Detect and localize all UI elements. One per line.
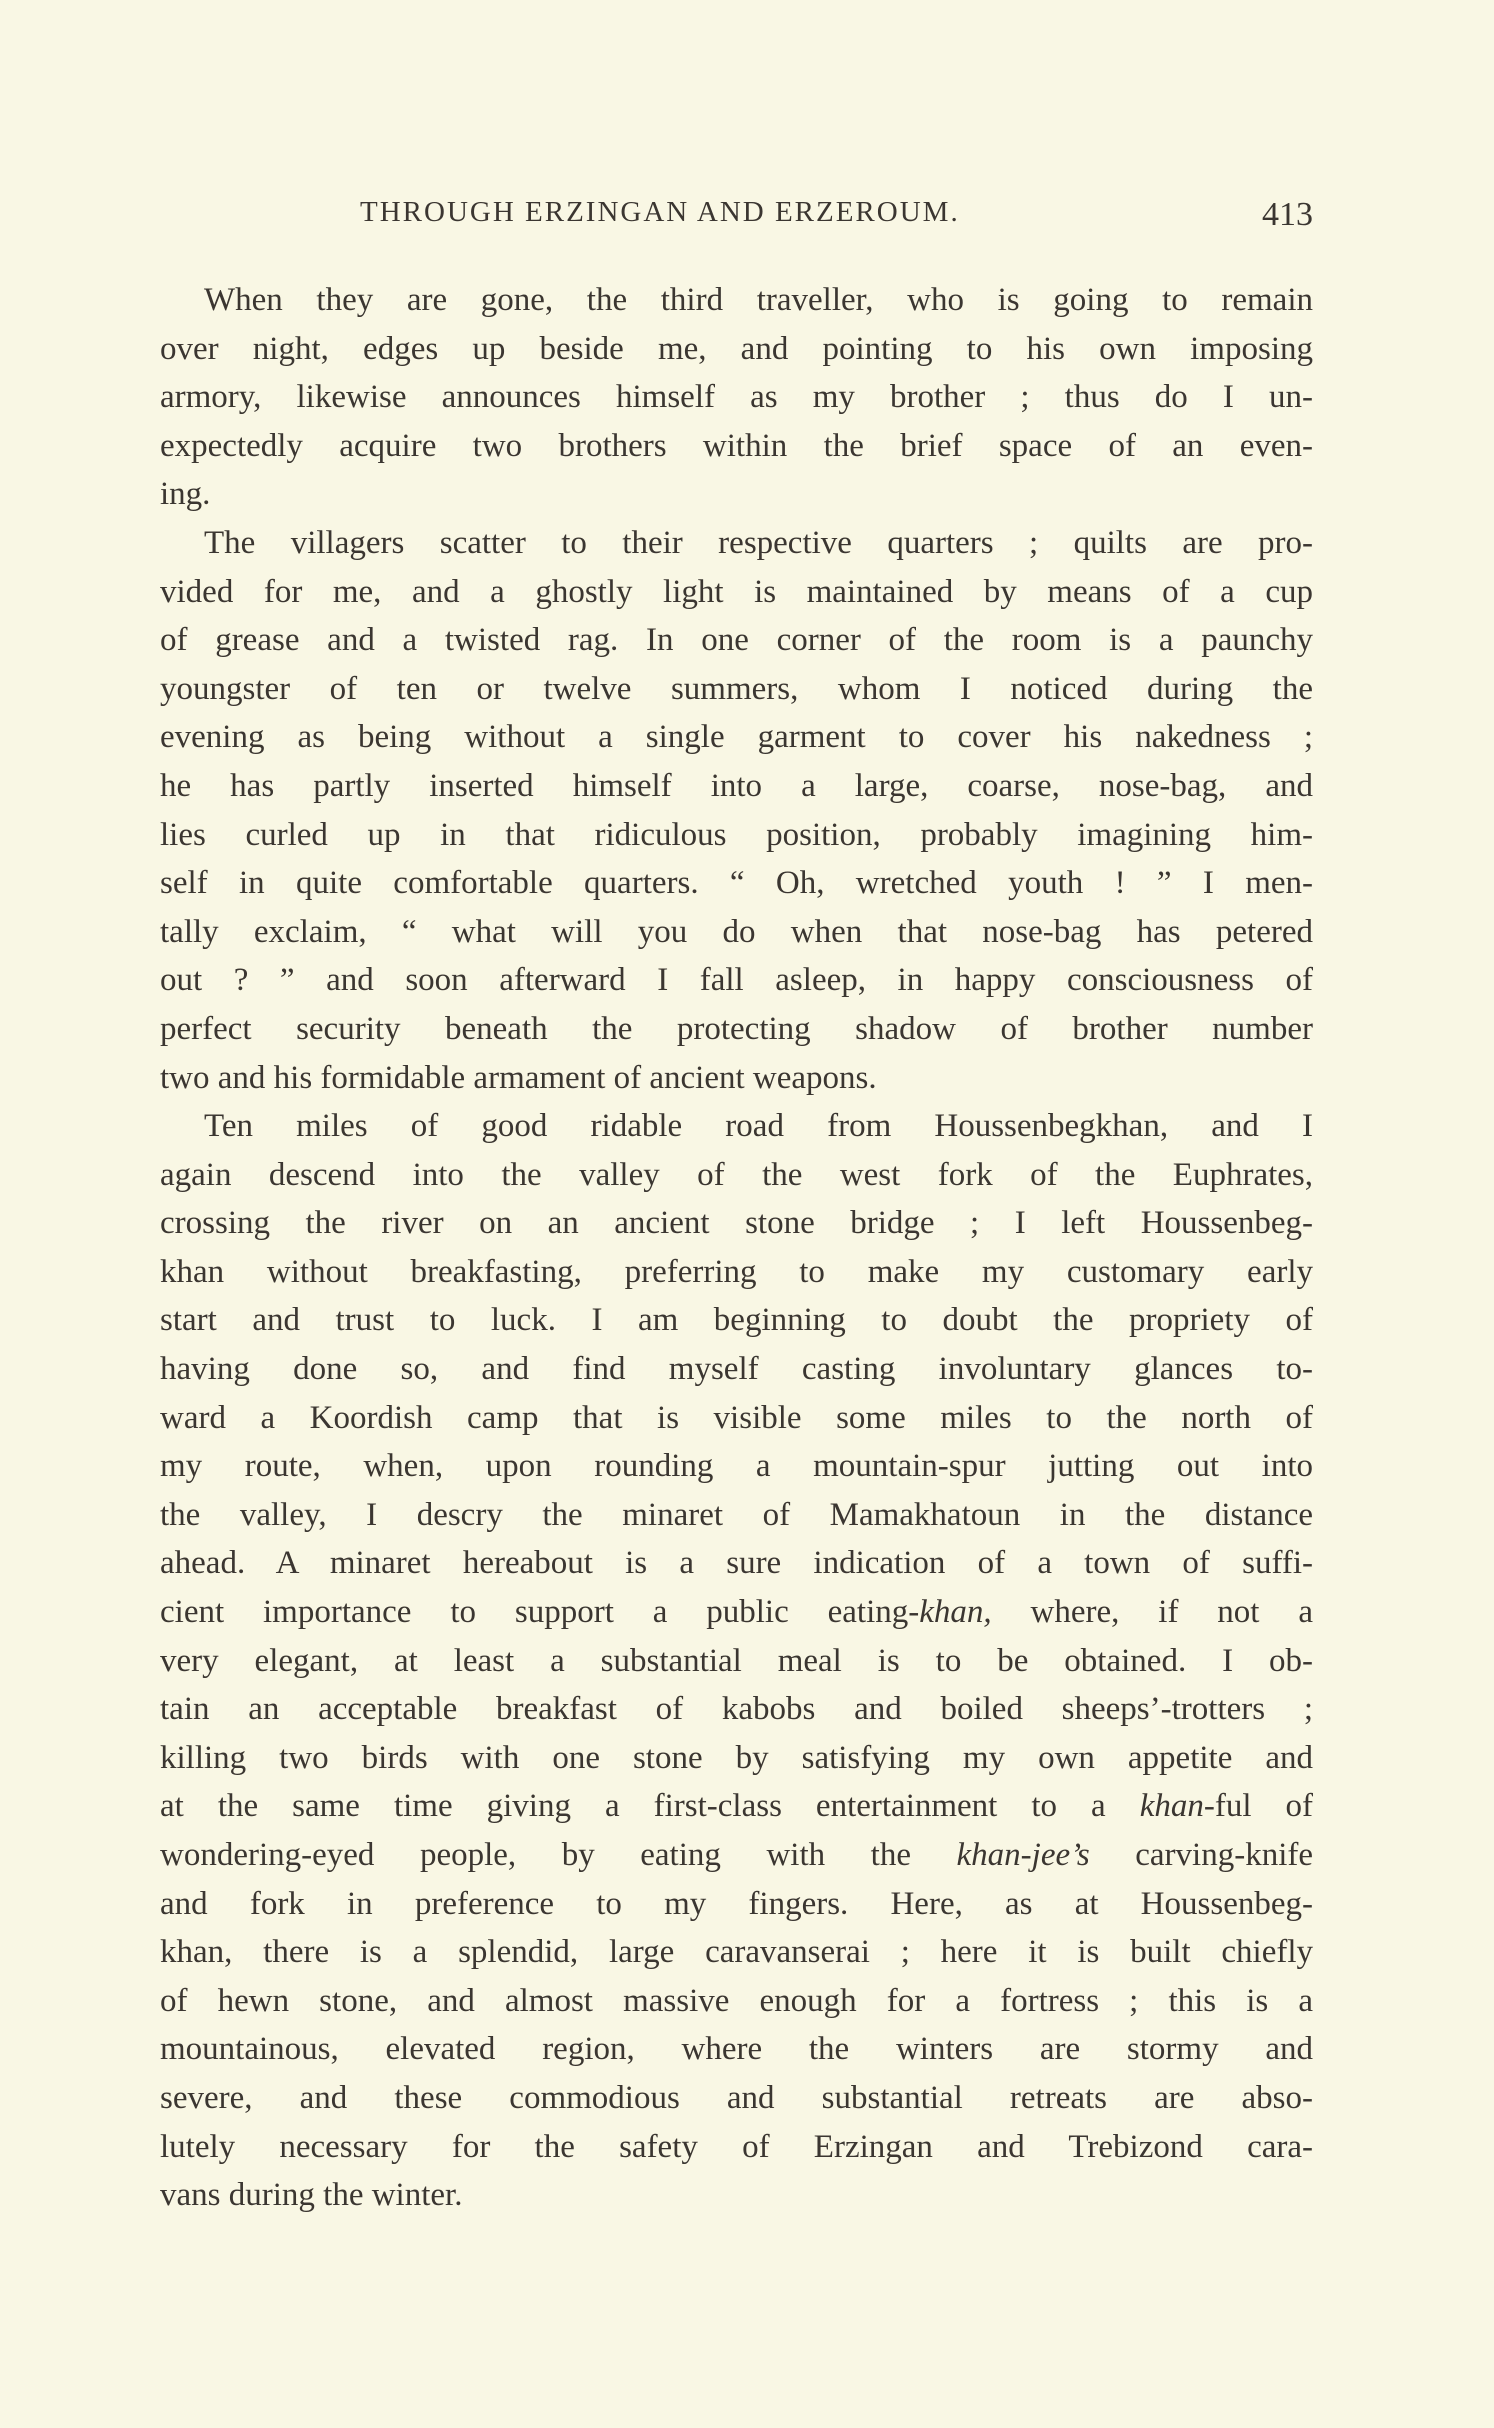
text-segment: carving-knife <box>1089 1837 1313 1873</box>
text-line <box>160 1782 1313 1831</box>
text-line <box>160 1102 1313 1151</box>
text-segment: mountainous, elevated region, where the winters are stormy and <box>160 2031 1313 2068</box>
text-segment: cient importance to support a public eating- <box>160 1594 920 1631</box>
text-line <box>160 1685 1313 1734</box>
text-line <box>160 2074 1313 2123</box>
text-segment: and fork in preference to my fingers. Here, as at Houssenbeg- <box>160 1885 1313 1922</box>
italic-segment: khan, <box>919 1594 992 1631</box>
text-segment: start and trust to luck. I am beginning to doubt the propriety of <box>160 1302 1313 1339</box>
text-segment: at the same time giving a first-class entertainment to a <box>160 1788 1140 1825</box>
text-segment: killing two birds with one stone by satisfying my own appetite and <box>160 1739 1313 1776</box>
text-line <box>160 1442 1313 1491</box>
text-line <box>160 2025 1313 2074</box>
text-segment: khan without breakfasting, preferring to make my customary early <box>160 1253 1313 1290</box>
text-segment: ward a Koordish camp that is visible some miles to the north of <box>160 1399 1313 1436</box>
text-line <box>160 1928 1313 1977</box>
text-line <box>160 1345 1313 1394</box>
text-line <box>160 1394 1313 1443</box>
text-segment: severe, and these commodious and substantial retreats are abso- <box>160 2079 1313 2116</box>
text-segment: When they are gone, the third traveller, who is going to remain <box>204 282 1313 318</box>
text-line <box>160 1539 1313 1588</box>
text-segment: perfect security beneath the protecting shadow of brother number <box>160 1010 1313 1047</box>
text-line <box>160 1248 1313 1297</box>
text-segment: he has partly inserted himself into a large, coarse, nose-bag, and <box>160 767 1313 804</box>
text-line <box>160 1151 1313 1200</box>
text-segment: Ten miles of good ridable road from Houssenbegkhan, and I <box>204 1108 1313 1145</box>
text-segment: The villagers scatter to their respective quarters ; quilts are pro- <box>204 524 1313 561</box>
text-segment: -ful of <box>1203 1788 1313 1825</box>
text-line <box>160 1734 1313 1783</box>
text-line <box>160 1491 1313 1540</box>
text-line <box>160 1199 1313 1248</box>
text-segment: of grease and a twisted rag. In one corner of the room is a paunchy <box>160 622 1313 659</box>
text-line <box>160 2171 1313 2220</box>
text-line <box>160 568 1313 617</box>
text-line <box>160 1296 1313 1345</box>
text-line <box>160 1005 1313 1054</box>
text-line <box>160 1880 1313 1929</box>
paragraph <box>160 276 1313 519</box>
text-segment: ahead. A minaret hereabout is a sure indication of a town of suffi- <box>160 1545 1313 1582</box>
text-segment: ing. <box>160 476 211 513</box>
text-line <box>160 470 1313 519</box>
italic-segment: khan-jee’s <box>956 1837 1090 1873</box>
text-segment: very elegant, at least a substantial meal is to be obtained. I ob- <box>160 1642 1313 1679</box>
text-line <box>160 2123 1313 2172</box>
running-head: THROUGH ERZINGAN AND ERZEROUM. <box>360 196 960 228</box>
text-line <box>160 616 1313 665</box>
text-line <box>160 665 1313 714</box>
text-segment: vans during the winter. <box>160 2177 463 2214</box>
text-line <box>160 713 1313 762</box>
text-segment: evening as being without a single garment to cover his nakedness ; <box>160 719 1313 756</box>
text-segment: lies curled up in that ridiculous position, probably imagining him- <box>160 816 1313 853</box>
text-segment: again descend into the valley of the west fork of the Euphrates, <box>160 1156 1313 1193</box>
text-line <box>160 956 1313 1005</box>
text-segment: self in quite comfortable quarters. “ Oh, wretched youth ! ” I men- <box>160 865 1313 902</box>
paragraph <box>160 519 1313 1102</box>
text-segment: khan, there is a splendid, large caravanserai ; here it is built chiefly <box>160 1934 1313 1971</box>
text-line <box>160 1588 1313 1637</box>
text-segment: two and his formidable armament of ancient weapons. <box>160 1059 877 1096</box>
text-line <box>160 1637 1313 1686</box>
text-segment: tain an acceptable breakfast of kabobs and boiled sheeps’-trotters ; <box>160 1691 1313 1728</box>
text-line <box>160 519 1313 568</box>
text-segment: out ? ” and soon afterward I fall asleep, in happy consciousness of <box>160 962 1313 999</box>
text-segment: crossing the river on an ancient stone bridge ; I left Houssenbeg- <box>160 1205 1313 1242</box>
text-segment: my route, when, upon rounding a mountain-spur jutting out into <box>160 1448 1313 1485</box>
text-line <box>160 325 1313 374</box>
text-line <box>160 1054 1313 1103</box>
page-number: 413 <box>1262 196 1313 233</box>
text-segment: of hewn stone, and almost massive enough for a fortress ; this is a <box>160 1982 1313 2019</box>
text-line <box>160 276 1313 325</box>
text-line <box>160 422 1313 471</box>
text-line <box>160 1831 1313 1880</box>
text-segment: armory, likewise announces himself as my brother ; thus do I un- <box>160 379 1313 416</box>
text-segment: expectedly acquire two brothers within the brief space of an even- <box>160 427 1313 464</box>
text-segment: youngster of ten or twelve summers, whom I noticed during the <box>160 670 1313 707</box>
text-line <box>160 762 1313 811</box>
text-line <box>160 373 1313 422</box>
text-segment: where, if not a <box>991 1594 1313 1631</box>
text-line <box>160 908 1313 957</box>
text-segment: the valley, I descry the minaret of Mamakhatoun in the distance <box>160 1496 1313 1533</box>
italic-segment: khan <box>1139 1788 1204 1825</box>
page-header <box>160 196 1313 246</box>
text-line <box>160 859 1313 908</box>
text-segment: wondering-eyed people, by eating with the <box>160 1837 957 1873</box>
text-line <box>160 811 1313 860</box>
text-segment: vided for me, and a ghostly light is maintained by means of a cup <box>160 573 1313 610</box>
text-segment: over night, edges up beside me, and pointing to his own imposing <box>160 330 1313 367</box>
text-segment: lutely necessary for the safety of Erzingan and Trebizond cara- <box>160 2128 1313 2165</box>
paragraph <box>160 1102 1313 2220</box>
text-segment: tally exclaim, “ what will you do when that nose-bag has petered <box>160 913 1313 950</box>
text-line <box>160 1977 1313 2026</box>
text-segment: having done so, and find myself casting involuntary glances to- <box>160 1351 1313 1388</box>
body-text <box>160 276 1313 2220</box>
